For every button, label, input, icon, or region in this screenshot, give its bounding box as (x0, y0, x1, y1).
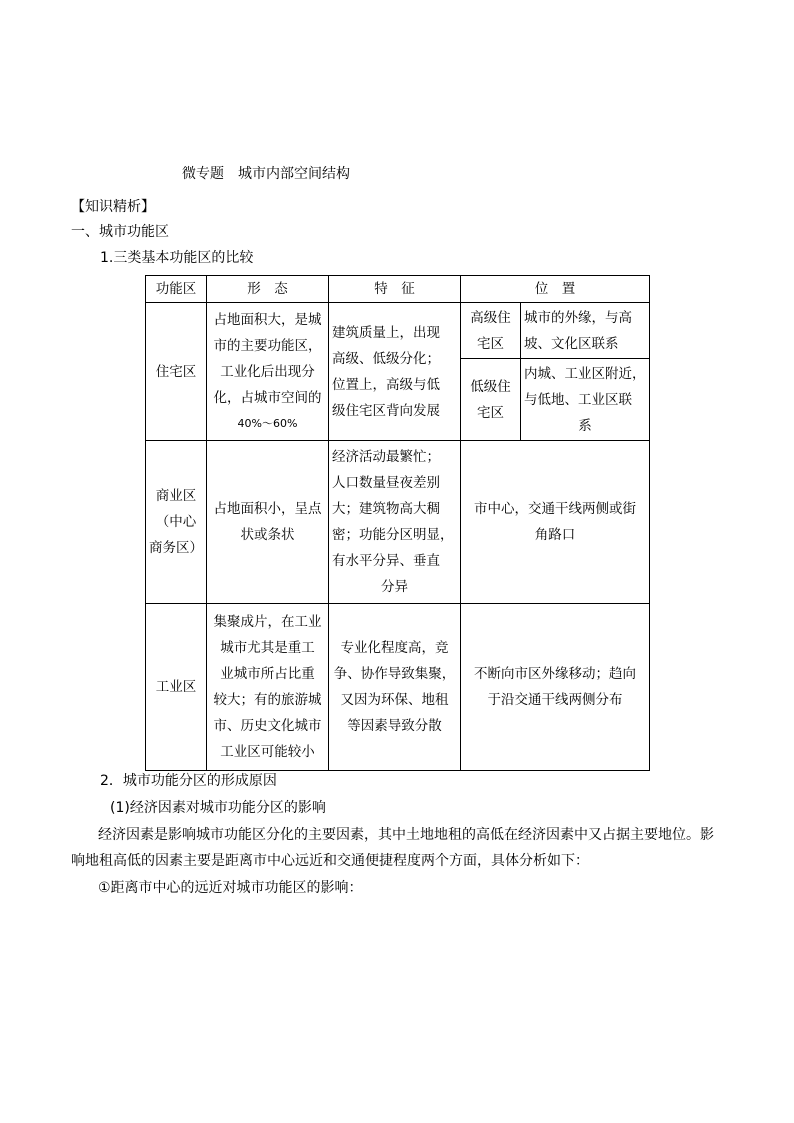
residential-feature-line: 位置上，高级与低 (332, 376, 440, 393)
document-title (182, 164, 350, 184)
low-residential-location-line: 系 (578, 417, 592, 434)
commercial-feature-line: 大；建筑物高大稠 (332, 501, 440, 517)
industrial-location (461, 604, 650, 771)
industrial-feature (329, 604, 461, 771)
industrial-form (207, 604, 329, 771)
industrial-feature-line: 等因素导致分散 (347, 718, 442, 734)
industrial-form-line: 市、历史文化城市 (213, 718, 322, 734)
industrial-form-line: 较大；有的旅游城 (213, 692, 322, 708)
commercial-location (461, 441, 650, 604)
residential-form-line: 工业化后出现分 (220, 363, 315, 380)
commercial-location-line: 角路口 (534, 527, 576, 543)
industrial-form-line: 集聚成片，在工业 (213, 614, 322, 630)
residential-feature (329, 303, 461, 441)
commercial-name-line: （中心 (155, 514, 197, 530)
table-header-row (146, 276, 650, 303)
commercial-feature-line: 密；功能分区明显， (332, 527, 454, 543)
commercial-feature-line: 人口数量昼夜差别 (332, 475, 440, 491)
title-topic: 城市内部空间结构 (238, 166, 350, 182)
residential-form-line: 40%～60% (237, 416, 298, 430)
commercial-location-line: 市中心，交通干线两侧或街 (474, 501, 636, 517)
header-form: 形 态 (207, 276, 329, 303)
industrial-name: 工业区 (146, 604, 207, 771)
subsection-one-heading: 1.三类基本功能区的比较 (100, 250, 254, 266)
section-knowledge-heading: 【知识精析】 (71, 199, 155, 215)
section-one-heading: 一、城市功能区 (71, 224, 169, 240)
low-residential-location-line: 内城、工业区附近， (524, 365, 646, 382)
low-residential-location (521, 359, 650, 441)
commercial-form-line: 状或条状 (240, 527, 295, 543)
commercial-name (146, 441, 207, 604)
table-row-residential-high (146, 303, 650, 359)
residential-form (207, 303, 329, 441)
residential-feature-line: 级住宅区背向发展 (332, 402, 440, 419)
industrial-form-line: 业城市所占比重 (220, 666, 315, 682)
paragraph-line: ①距离市中心的远近对城市功能区的影响： (98, 880, 363, 896)
residential-form-line: 占地面积大，是城 (213, 311, 322, 328)
commercial-name-line: 商业区 (155, 488, 197, 504)
header-zone: 功能区 (146, 276, 207, 303)
residential-feature-line: 高级、低级分化； (332, 350, 440, 367)
commercial-feature (329, 441, 461, 604)
commercial-feature-line: 有水平分异、垂直 (332, 553, 440, 569)
title-prefix: 微专题 (182, 166, 224, 182)
commercial-feature-line: 分异 (381, 579, 408, 595)
subsection-two-heading: 2．城市功能分区的形成原因 (100, 773, 277, 789)
high-residential-location-line: 坡、文化区联系 (524, 335, 619, 352)
high-residential-location (521, 303, 650, 359)
low-residential-name (461, 359, 521, 441)
industrial-location-line: 于沿交通干线两侧分布 (487, 692, 623, 708)
industrial-form-line: 城市尤其是重工 (220, 640, 315, 656)
high-residential-name-line: 高级住 (470, 309, 511, 326)
residential-form-line: 市的主要功能区， (213, 337, 322, 354)
high-residential-name (461, 303, 521, 359)
paragraph-line: 响地租高低的因素主要是距离市中心远近和交通便捷程度两个方面，具体分析如下： (71, 853, 589, 869)
zone-comparison-table (145, 275, 650, 771)
low-residential-location-line: 与低地、工业区联 (524, 391, 632, 408)
high-residential-location-line: 城市的外缘，与高 (524, 309, 632, 326)
header-location: 位 置 (461, 276, 650, 303)
industrial-feature-line: 又因为环保、地租 (340, 692, 449, 708)
residential-name: 住宅区 (146, 303, 207, 441)
subsection-two-one-heading: (1)经济因素对城市功能分区的影响 (110, 800, 326, 816)
paragraph-line: 经济因素是影响城市功能区分化的主要因素，其中土地地租的高低在经济因素中又占据主要地位。影 (98, 827, 714, 843)
commercial-form (207, 441, 329, 604)
industrial-form-line: 工业区可能较小 (220, 744, 315, 760)
industrial-location-line: 不断向市区外缘移动；趋向 (474, 666, 636, 682)
commercial-feature-line: 经济活动最繁忙； (332, 449, 440, 465)
header-feature: 特 征 (329, 276, 461, 303)
table-row-industrial (146, 604, 650, 771)
industrial-feature-line: 争、协作导致集聚， (333, 666, 456, 682)
industrial-feature-line: 专业化程度高，竞 (340, 640, 449, 656)
residential-form-line: 化，占城市空间的 (213, 389, 322, 406)
residential-feature-line: 建筑质量上，出现 (332, 324, 440, 341)
table-row-commercial (146, 441, 650, 604)
low-residential-name-line: 低级住 (470, 378, 511, 395)
high-residential-name-line: 宅区 (477, 335, 504, 352)
commercial-name-line: 商务区） (149, 540, 203, 556)
commercial-form-line: 占地面积小，呈点 (213, 501, 322, 517)
low-residential-name-line: 宅区 (477, 404, 504, 421)
